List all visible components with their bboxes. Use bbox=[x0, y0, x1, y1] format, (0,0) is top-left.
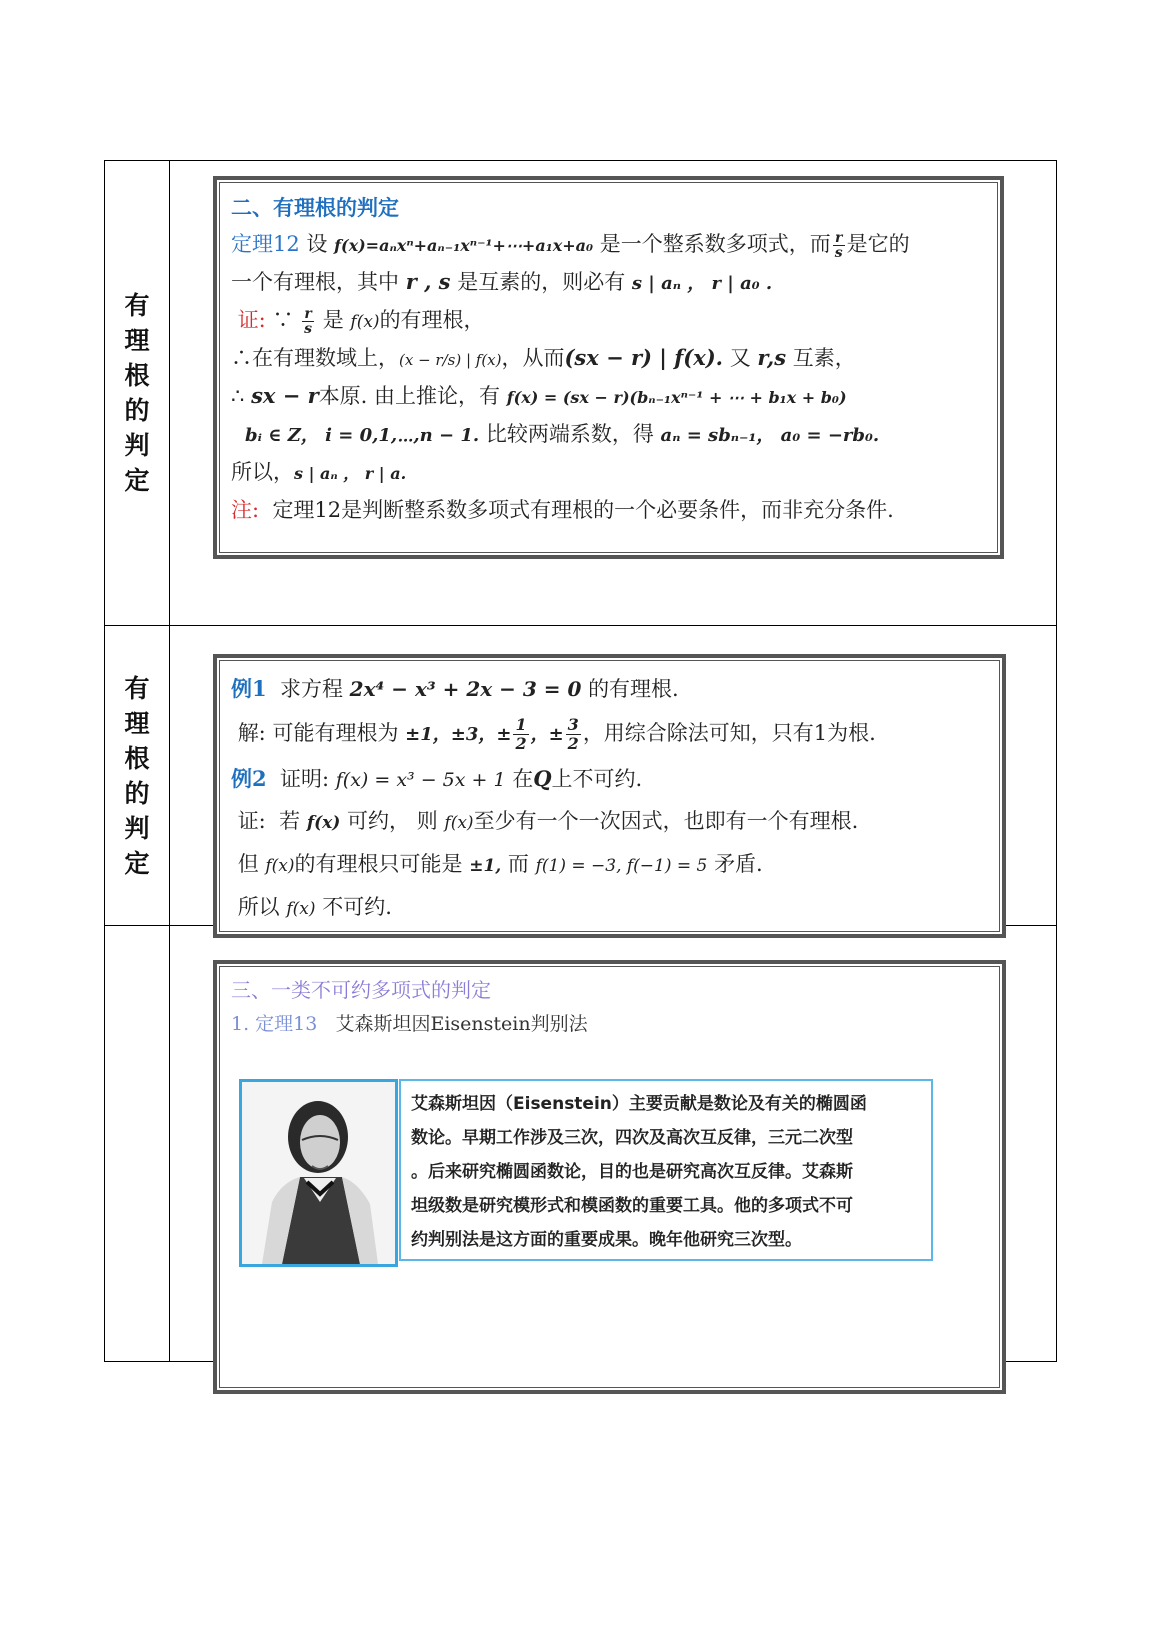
example1-solution: 解: 可能有理根为 ±1，±3，± $\frac{1}{2}$ ，± $\frac{3}{2}$ ，用综合除法可知，只有1为根. bbox=[237, 715, 876, 753]
example2-proof-line3: 所以 f(x) 不可约. bbox=[237, 895, 392, 919]
eisenstein-biography bbox=[399, 1079, 933, 1261]
example2-line: 例2 证明: f(x) = x³ − 5x + 1 在Q上不可约. bbox=[231, 766, 643, 791]
bio-line: 艾森斯坦因（Eisenstein）主要贡献是数论及有关的椭圆函 bbox=[411, 1094, 867, 1114]
example1-line: 例1 求方程 2x⁴ − x³ + 2x − 3 = 0 的有理根. bbox=[231, 676, 679, 701]
theorem12-line1: 定理12 设 f(x)=aₙxⁿ+aₙ₋₁xⁿ⁻¹+⋯+a₁x+a₀ 是一个整系数多项式，而 $\frac{r}{s}$ 是它的 bbox=[231, 230, 910, 261]
proof-line2: ∴在有理数域上，(x − r/s) | f(x)，从而(sx − r) | f(x). 又 r,s 互素， bbox=[231, 345, 856, 370]
portrait-illustration bbox=[242, 1082, 395, 1264]
proof-line3: ∴ sx − r本原. 由上推论，有 f(x) = (sx − r)(bₙ₋₁xⁿ⁻¹ + ⋯ + b₁x + b₀) bbox=[231, 383, 847, 408]
bio-line: 。后来研究椭圆函数论，目的也是研究高次互反律。艾森斯 bbox=[411, 1162, 853, 1182]
theorem13-subheading: 1. 定理13 艾森斯坦因Eisenstein判别法 bbox=[231, 1013, 588, 1035]
eisenstein-portrait bbox=[239, 1079, 398, 1267]
row2-side-label: 有 理 根 的 判 定 bbox=[105, 626, 170, 926]
bio-line: 坦级数是研究模形式和模函数的重要工具。他的多项式不可 bbox=[411, 1196, 853, 1216]
proof-line1: 证: ∵ $\frac{r}{s}$ 是 f(x)的有理根， bbox=[237, 306, 485, 337]
example2-proof-line1: 证: 若 f(x) 可约， 则 f(x)至少有一个一次因式，也即有一个有理根. bbox=[237, 809, 859, 833]
proof-line4: bᵢ ∈ Z， i = 0,1,⋯,n − 1. 比较两端系数，得 aₙ = sbₙ₋₁， a₀ = −rb₀. bbox=[245, 422, 880, 446]
slide3-heading: 三、一类不可约多项式的判定 bbox=[231, 978, 491, 1002]
theorem12-note: 注: 定理12是判断整系数多项式有理根的一个必要条件，而非充分条件. bbox=[231, 498, 894, 522]
proof-line5: 所以，s | aₙ ， r | a. bbox=[231, 460, 407, 484]
slide1-heading: 二、有理根的判定 bbox=[231, 195, 399, 220]
example2-proof-line2: 但 f(x)的有理根只可能是 ±1, 而 f(1) = −3, f(−1) = 5 矛盾. bbox=[237, 852, 763, 876]
bio-line: 约判别法是这方面的重要成果。晚年他研究三次型。 bbox=[411, 1230, 802, 1250]
theorem12-line2: 一个有理根，其中 r , s 是互素的，则必有 s | aₙ ， r | a₀ . bbox=[231, 269, 773, 294]
row1-side-label: 有 理 根 的 判 定 bbox=[105, 161, 170, 626]
bio-line: 数论。早期工作涉及三次，四次及高次互反律，三元二次型 bbox=[411, 1128, 853, 1148]
row3-side-label bbox=[105, 926, 170, 1362]
slide-examples bbox=[213, 654, 1006, 938]
slide-rational-root-theorem bbox=[213, 176, 1004, 559]
